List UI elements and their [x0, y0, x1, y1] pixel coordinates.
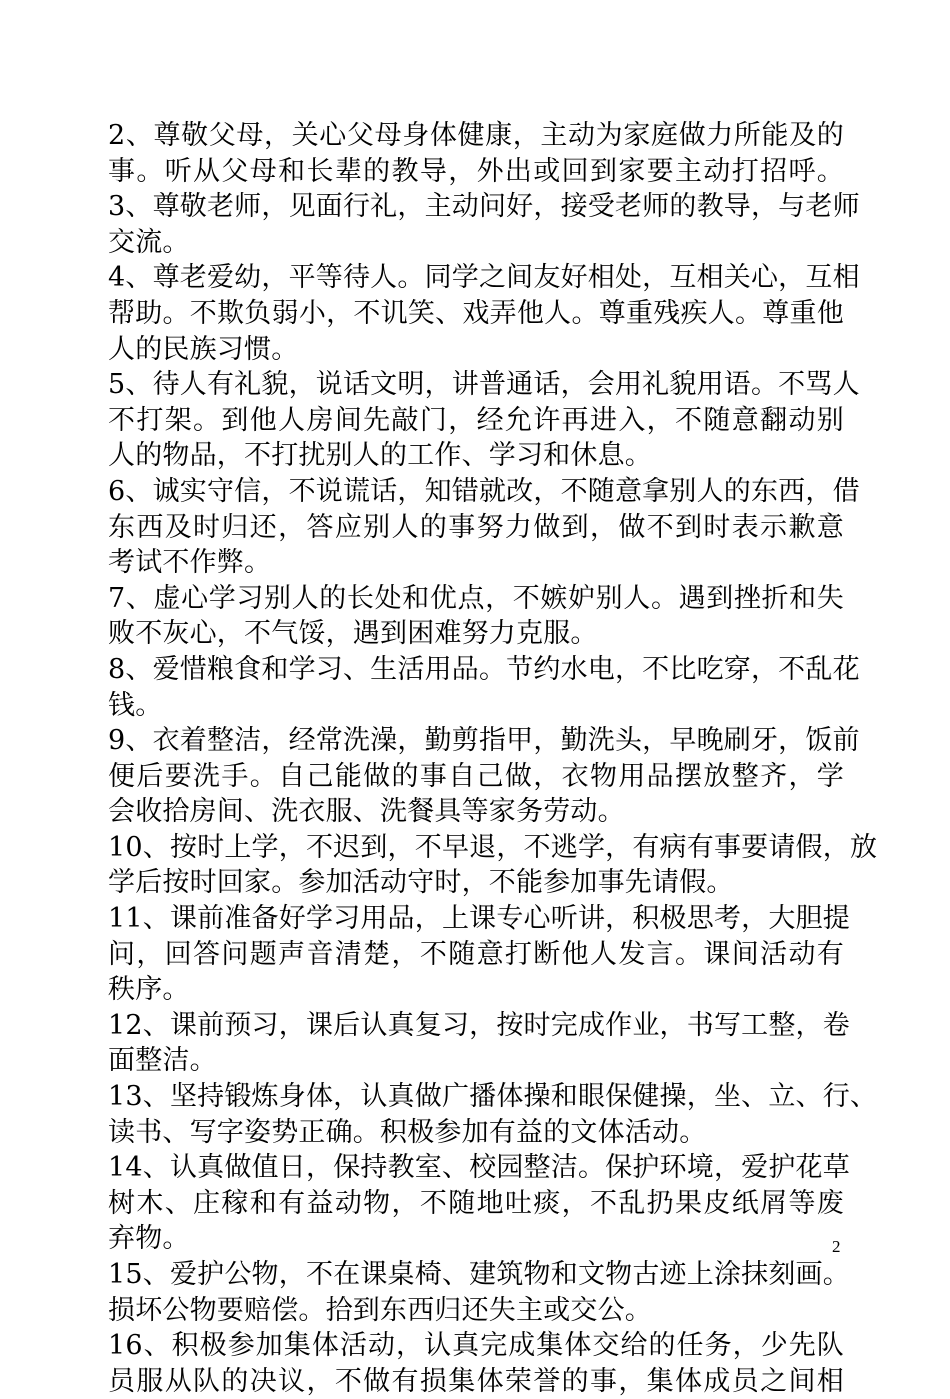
- text-line: 便后要洗手。自己能做的事自己做，衣物用品摆放整齐，学: [108, 760, 844, 792]
- text-line: 15、爱护公物，不在课桌椅、建筑物和文物古迹上涂抹刻画。: [108, 1259, 850, 1290]
- text-line: 损坏公物要赔偿。拾到东西归还失主或交公。: [108, 1294, 652, 1326]
- text-line: 11、课前准备好学习用品，上课专心听讲，积极思考，大胆提: [108, 903, 850, 935]
- text-line: 学后按时回家。参加活动守时，不能参加事先请假。: [108, 867, 734, 899]
- text-line: 败不灰心，不气馁，遇到困难努力克服。: [108, 618, 598, 650]
- text-line: 交流。: [108, 226, 190, 258]
- text-line: 5、待人有礼貌，说话文明，讲普通话，会用礼貌用语。不骂人: [108, 369, 860, 401]
- text-line: 会收拾房间、洗衣服、洗餐具等家务劳动。: [108, 796, 625, 828]
- text-line: 2、尊敬父母，关心父母身体健康，主动为家庭做力所能及的: [108, 120, 844, 151]
- text-line: 人的民族习惯。: [108, 333, 299, 365]
- text-line: 员服从队的决议，不做有损集体荣誉的事，集体成员之间相: [108, 1365, 844, 1397]
- text-line: 不打架。到他人房间先敲门，经允许再进入，不随意翻动别: [108, 404, 844, 436]
- text-line: 事。听从父母和长辈的教导，外出或回到家要主动打招呼。: [108, 155, 844, 187]
- page-number: 2: [832, 1237, 841, 1256]
- text-line: 8、爱惜粮食和学习、生活用品。节约水电，不比吃穿，不乱花: [108, 653, 860, 685]
- text-line: 问，回答问题声音清楚，不随意打断他人发言。课间活动有: [108, 938, 844, 970]
- document-body: [108, 118, 878, 1399]
- text-line: 16、积极参加集体活动，认真完成集体交给的任务，少先队: [108, 1330, 844, 1362]
- text-line: 树木、庄稼和有益动物，不随地吐痰，不乱扔果皮纸屑等废: [108, 1187, 844, 1219]
- text-line: 7、虚心学习别人的长处和优点，不嫉妒别人。遇到挫折和失: [108, 582, 844, 614]
- text-line: 帮助。不欺负弱小，不讥笑、戏弄他人。尊重残疾人。尊重他: [108, 297, 844, 329]
- text-line: 弃物。: [108, 1223, 190, 1255]
- text-line: 3、尊敬老师，见面行礼，主动问好，接受老师的教导，与老师: [108, 191, 860, 223]
- text-line: 东西及时归还，答应别人的事努力做到，做不到时表示歉意: [108, 511, 844, 543]
- text-line: 9、衣着整洁，经常洗澡，勤剪指甲，勤洗头，早晚刷牙，饭前: [108, 725, 860, 757]
- text-line: 面整洁。: [108, 1045, 217, 1077]
- text-line: 考试不作弊。: [108, 547, 272, 579]
- text-line: 人的物品，不打扰别人的工作、学习和休息。: [108, 440, 652, 472]
- text-line: 12、课前预习，课后认真复习，按时完成作业，书写工整，卷: [108, 1009, 850, 1041]
- text-line: 4、尊老爱幼，平等待人。同学之间友好相处，互相关心，互相: [108, 262, 860, 294]
- text-line: 14、认真做值日，保持教室、校园整洁。保护环境，爱护花草: [108, 1152, 850, 1184]
- text-line: 钱。: [108, 689, 163, 721]
- text-line: 10、按时上学，不迟到，不早退，不逃学，有病有事要请假，放: [108, 831, 878, 863]
- text-line: 读书、写字姿势正确。积极参加有益的文体活动。: [108, 1116, 707, 1148]
- text-line: 秩序。: [108, 974, 190, 1006]
- text-line: 13、坚持锻炼身体，认真做广播体操和眼保健操，坐、立、行、: [108, 1081, 878, 1113]
- text-line: 6、诚实守信，不说谎话，知错就改，不随意拿别人的东西，借: [108, 475, 860, 507]
